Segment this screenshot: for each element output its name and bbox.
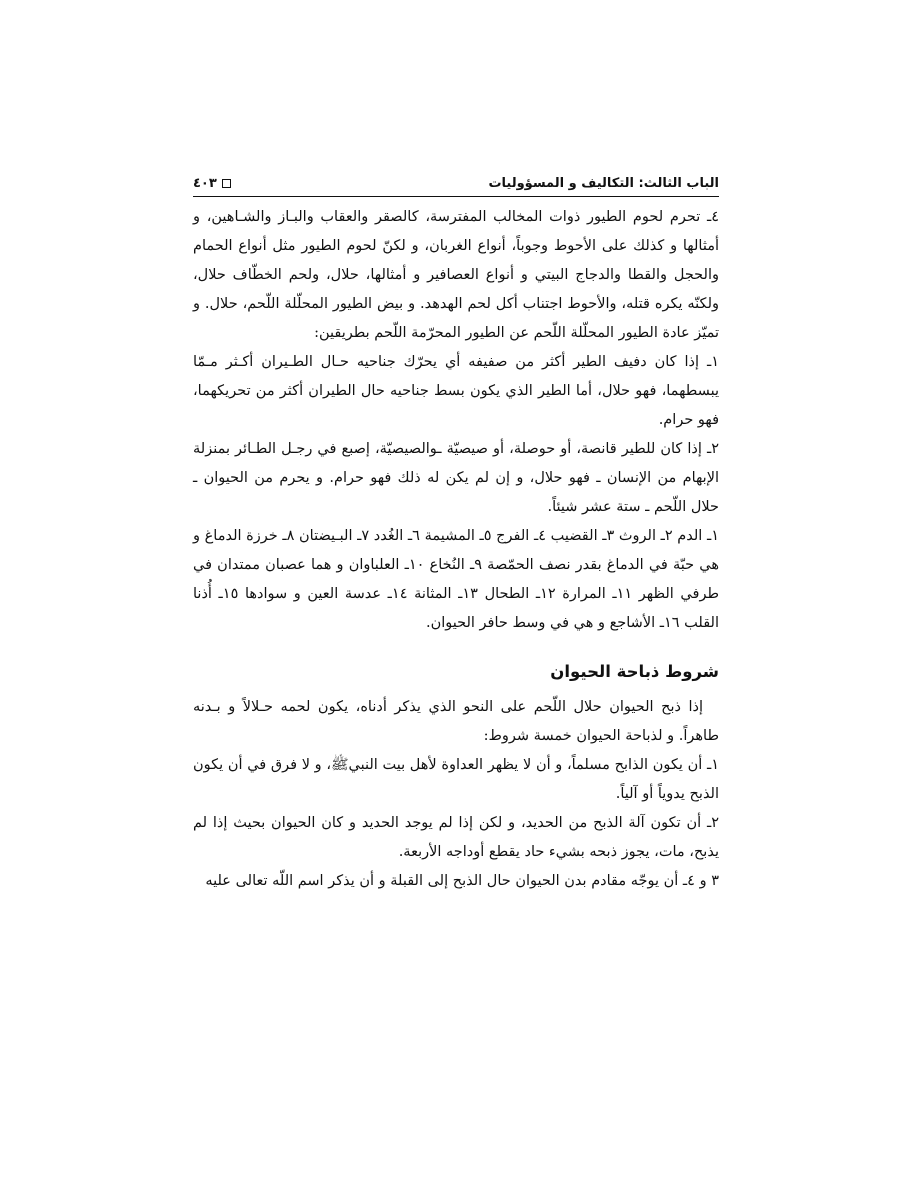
paragraph-condition-3-4: ٣ و ٤ـ أن يوجّه مقادم بدن الحيوان حال الذبح إلى القبلة و أن يذكر اسم اللّه تعالى عليه	[205, 873, 719, 889]
paragraph-way-2: ٢ـ إذا كان للطير قانصة، أو حوصلة، أو صيصيّة ـوالصيصيّة، إصبع في رجـل الطـائر بمنزلة الإبهام من الإنسان ـ فهو حلال، و إن لم يكن له ذلك فهو حرام. و يحرم من الحيوان ـ حلال اللّحم ـ ستة عشر شيئاً.	[193, 441, 719, 515]
running-title: الباب الثالث: التكاليف و المسؤوليات	[488, 175, 719, 191]
section-heading: شروط ذباحة الحيوان	[550, 662, 719, 681]
square-icon	[222, 179, 231, 188]
paragraph-birds-rule: ٤ـ تحرم لحوم الطيور ذوات المخالب المفترسة، كالصقر والعقاب والبـاز والشـاهين، و أمثالها و كذلك على الأحوط وجوباً، أنواع الغربان، و لكنّ لحوم الطيور مثل أنواع الحمام والحجل والقطا والدجاج البيتي و أنواع العصافير و أمثالها، حلال، ولحم الخطّاف حلال، ولكنّه يكره قتله، والأحوط اجتناب أكل لحم الهدهد. و بيض الطيور المحلّلة اللّحم، حلال. و تميّز عادة الطيور المحلّلة اللّحم عن الطيور المحرّمة اللّحم بطريقين:	[193, 209, 719, 341]
paragraph-condition-2: ٢ـ أن تكون آلة الذبح من الحديد، و لكن إذا لم يوجد الحديد و كان الحيوان بحيث إذا لم يذبح، مات، يجوز ذبحه بشيء حاد يقطع أوداجه الأربعة.	[193, 815, 719, 860]
page-body	[193, 203, 719, 896]
paragraph-sixteen-items: ١ـ الدم ٢ـ الروث ٣ـ القضيب ٤ـ الفرج ٥ـ المشيمة ٦ـ الغُدد ٧ـ البـيضتان ٨ـ خرزة الدماغ و هي حبّة في الدماغ بقدر نصف الحمّصة ٩ـ النُخاع ١٠ـ العلباوان و هما عصبان ممتدان في طرفي الظهر ١١ـ المرارة ١٢ـ الطحال ١٣ـ المثانة ١٤ـ عدسة العين و سوادها ١٥ـ أُذنا القلب ١٦ـ الأشاجع و هي في وسط حافر الحيوان.	[193, 528, 719, 631]
page-number: ٤٠٣	[193, 175, 217, 191]
page-header	[193, 170, 719, 197]
paragraph-intro: إذا ذبح الحيوان حلال اللّحم على النحو الذي يذكر أدناه، يكون لحمه حـلالاً و بـدنه طاهراً. و لذباحة الحيوان خمسة شروط:	[193, 699, 719, 744]
paragraph-condition-1: ١ـ أن يكون الذابح مسلماً، و أن لا يظهر العداوة لأهل بيت النبيﷺ، و لا فرق في أن يكون الذبح يدوياً أو آلياً.	[193, 757, 719, 802]
paragraph-way-1: ١ـ إذا كان دفيف الطير أكثر من صفيفه أي يحرّك جناحيه حـال الطـيران أكـثر مـمّا يبسطهما، فهو حلال، أما الطير الذي يكون بسط جناحيه حال الطيران أكثر من تحريكهما، فهو حرام.	[193, 354, 719, 428]
page-number-group	[193, 176, 231, 191]
